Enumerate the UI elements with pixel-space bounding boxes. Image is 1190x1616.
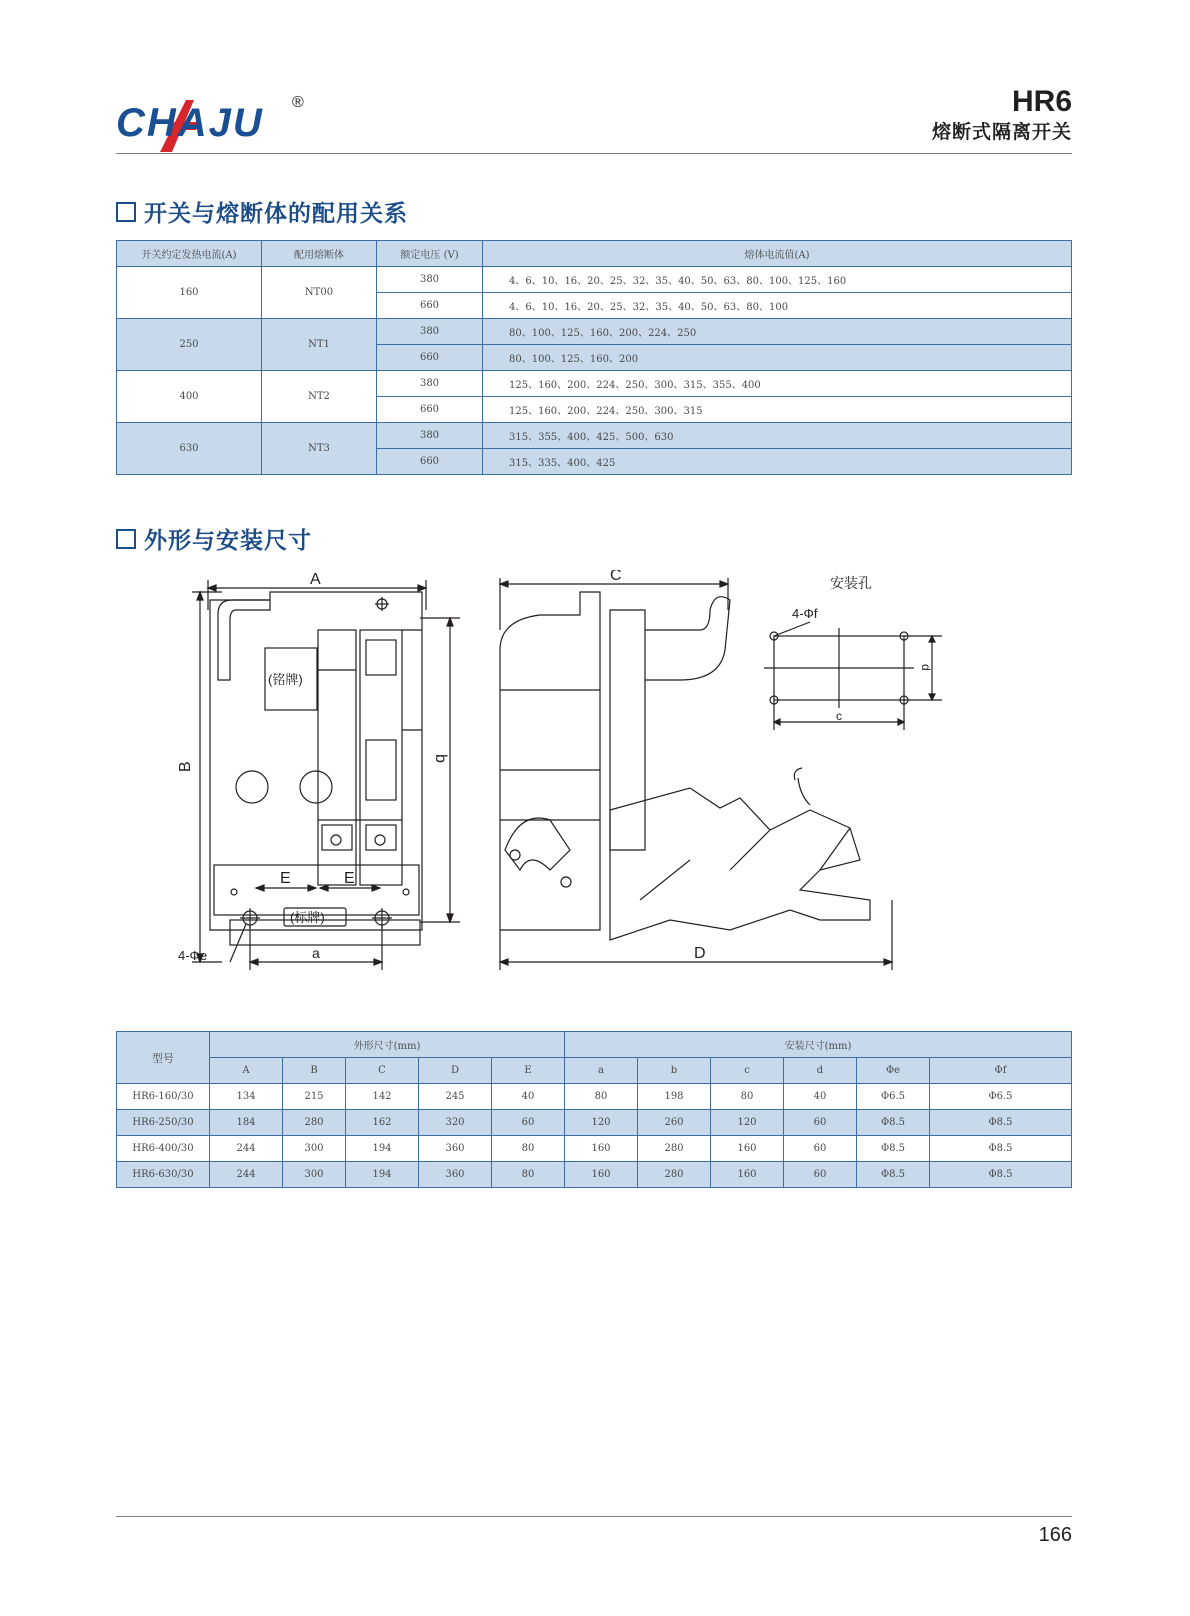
- page-number: 166: [1038, 1524, 1072, 1546]
- mounting-hole-view: [764, 575, 942, 730]
- dim-label-b: b: [432, 754, 449, 763]
- table-cell: 60: [492, 1110, 565, 1136]
- table-cell: 198: [638, 1084, 711, 1110]
- label-plate-label: (标牌): [290, 910, 325, 925]
- dim-label-d: d: [919, 664, 933, 671]
- table-cell: 160: [711, 1136, 784, 1162]
- column-header: 熔体电流值(A): [483, 241, 1072, 267]
- voltage-cell: 660: [377, 293, 483, 319]
- table-cell: 244: [210, 1162, 283, 1188]
- column-header: Φe: [857, 1058, 930, 1084]
- hole-label-f: 4-Φf: [792, 606, 818, 621]
- dim-label-A: A: [310, 571, 321, 588]
- hole-label-e: 4-Φe: [178, 948, 208, 963]
- install-dimensions-header: 安装尺寸(mm): [565, 1032, 1072, 1058]
- table-cell: 300: [283, 1136, 346, 1162]
- table-cell: 215: [283, 1084, 346, 1110]
- table-cell: 160: [711, 1162, 784, 1188]
- dim-label-a: a: [312, 945, 320, 961]
- fuse-values-cell: 315、355、400、425、500、630: [483, 423, 1072, 449]
- table-row: [117, 1136, 1072, 1162]
- fuse-cell: NT2: [262, 371, 377, 423]
- table-cell: 244: [210, 1136, 283, 1162]
- table-cell: 280: [283, 1110, 346, 1136]
- column-header: 配用熔断体: [262, 241, 377, 267]
- dimensions-table: [116, 1031, 1072, 1188]
- dim-label-E: E: [280, 870, 291, 887]
- table-row: [117, 267, 1072, 293]
- table-cell: 194: [346, 1136, 419, 1162]
- table-cell: Φ8.5: [857, 1136, 930, 1162]
- table-cell: 280: [638, 1162, 711, 1188]
- brand-name: CHAJU: [116, 101, 264, 145]
- dim-label-D: D: [694, 945, 706, 962]
- table-cell: 320: [419, 1110, 492, 1136]
- model-cell: HR6-400/30: [117, 1136, 210, 1162]
- column-header: D: [419, 1058, 492, 1084]
- dim-label-B: B: [177, 761, 194, 772]
- section-title-fuse-pairing: [116, 195, 408, 228]
- current-cell: 400: [117, 371, 262, 423]
- table-cell: 40: [492, 1084, 565, 1110]
- fuse-values-cell: 125、160、200、224、250、300、315、355、400: [483, 371, 1072, 397]
- mounting-holes-title: 安装孔: [830, 575, 872, 591]
- table-cell: 60: [784, 1136, 857, 1162]
- voltage-cell: 660: [377, 345, 483, 371]
- column-header: c: [711, 1058, 784, 1084]
- model-cell: HR6-630/30: [117, 1162, 210, 1188]
- table-cell: 60: [784, 1162, 857, 1188]
- fuse-values-cell: 125、160、200、224、250、300、315: [483, 397, 1072, 423]
- table-cell: 80: [492, 1162, 565, 1188]
- column-header: a: [565, 1058, 638, 1084]
- model-cell: HR6-250/30: [117, 1110, 210, 1136]
- voltage-cell: 660: [377, 449, 483, 475]
- section-title-dimensions: [116, 522, 312, 555]
- fuse-values-cell: 80、100、125、160、200: [483, 345, 1072, 371]
- voltage-cell: 380: [377, 423, 483, 449]
- fuse-cell: NT00: [262, 267, 377, 319]
- table-cell: 184: [210, 1110, 283, 1136]
- dimension-drawing: [170, 570, 970, 1000]
- dim-label-C: C: [610, 570, 622, 584]
- table-cell: 80: [565, 1084, 638, 1110]
- table-row: [117, 1084, 1072, 1110]
- column-header: Φf: [930, 1058, 1072, 1084]
- table-cell: 260: [638, 1110, 711, 1136]
- table-cell: 80: [492, 1136, 565, 1162]
- table-cell: Φ8.5: [930, 1162, 1072, 1188]
- table-cell: Φ8.5: [857, 1162, 930, 1188]
- table-cell: Φ8.5: [857, 1110, 930, 1136]
- table-cell: 80: [711, 1084, 784, 1110]
- header-title-block: [932, 84, 1072, 144]
- table-cell: 120: [565, 1110, 638, 1136]
- table-cell: 360: [419, 1136, 492, 1162]
- table-subheader-row: [117, 1058, 1072, 1084]
- table-cell: 160: [565, 1136, 638, 1162]
- side-view: [500, 570, 892, 970]
- model-cell: HR6-160/30: [117, 1084, 210, 1110]
- current-cell: 250: [117, 319, 262, 371]
- table-cell: 134: [210, 1084, 283, 1110]
- table-header-row: [117, 241, 1072, 267]
- registered-mark: ®: [292, 94, 304, 111]
- voltage-cell: 380: [377, 371, 483, 397]
- fuse-values-cell: 4、6、10、16、20、25、32、35、40、50、63、80、100: [483, 293, 1072, 319]
- column-header: 开关约定发热电流(A): [117, 241, 262, 267]
- table-cell: 280: [638, 1136, 711, 1162]
- fuse-cell: NT3: [262, 423, 377, 475]
- column-header: B: [283, 1058, 346, 1084]
- column-header: C: [346, 1058, 419, 1084]
- model-column-header: 型号: [117, 1032, 210, 1084]
- table-cell: 245: [419, 1084, 492, 1110]
- checkbox-square-icon: [116, 202, 136, 222]
- fuse-values-cell: 4、6、10、16、20、25、32、35、40、50、63、80、100、125、160: [483, 267, 1072, 293]
- fuse-values-cell: 315、335、400、425: [483, 449, 1072, 475]
- footer-divider: [116, 1516, 1072, 1517]
- fuse-cell: NT1: [262, 319, 377, 371]
- voltage-cell: 380: [377, 267, 483, 293]
- table-row: [117, 371, 1072, 397]
- table-cell: 60: [784, 1110, 857, 1136]
- table-row: [117, 319, 1072, 345]
- table-cell: 300: [283, 1162, 346, 1188]
- model-number: HR6: [1011, 85, 1072, 118]
- table-cell: Φ8.5: [930, 1136, 1072, 1162]
- header-divider: [116, 153, 1072, 154]
- outline-dimensions-header: 外形尺寸(mm): [210, 1032, 565, 1058]
- table-cell: 360: [419, 1162, 492, 1188]
- nameplate-label: (铭牌): [268, 672, 303, 687]
- table-cell: 160: [565, 1162, 638, 1188]
- voltage-cell: 660: [377, 397, 483, 423]
- table-cell: Φ6.5: [930, 1084, 1072, 1110]
- table-cell: Φ6.5: [857, 1084, 930, 1110]
- section-title-text: 外形与安装尺寸: [144, 528, 312, 554]
- checkbox-square-icon: [116, 529, 136, 549]
- column-header: b: [638, 1058, 711, 1084]
- table-cell: 142: [346, 1084, 419, 1110]
- table-cell: 194: [346, 1162, 419, 1188]
- section-title-text: 开关与熔断体的配用关系: [144, 201, 408, 227]
- table-row: [117, 1162, 1072, 1188]
- table-row: [117, 423, 1072, 449]
- column-header: 额定电压 (V): [377, 241, 483, 267]
- column-header: A: [210, 1058, 283, 1084]
- fuse-values-cell: 80、100、125、160、200、224、250: [483, 319, 1072, 345]
- dim-label-c: c: [836, 709, 842, 723]
- voltage-cell: 380: [377, 319, 483, 345]
- table-cell: 40: [784, 1084, 857, 1110]
- table-row: [117, 1110, 1072, 1136]
- dim-label-E: E: [344, 870, 355, 887]
- table-cell: Φ8.5: [930, 1110, 1072, 1136]
- table-cell: 162: [346, 1110, 419, 1136]
- table-header-row: [117, 1032, 1072, 1058]
- fuse-pairing-table: [116, 240, 1072, 475]
- table-cell: 120: [711, 1110, 784, 1136]
- current-cell: 160: [117, 267, 262, 319]
- brand-logo: [116, 92, 306, 156]
- current-cell: 630: [117, 423, 262, 475]
- product-name: 熔断式隔离开关: [931, 121, 1072, 143]
- column-header: E: [492, 1058, 565, 1084]
- front-view: [177, 571, 460, 970]
- column-header: d: [784, 1058, 857, 1084]
